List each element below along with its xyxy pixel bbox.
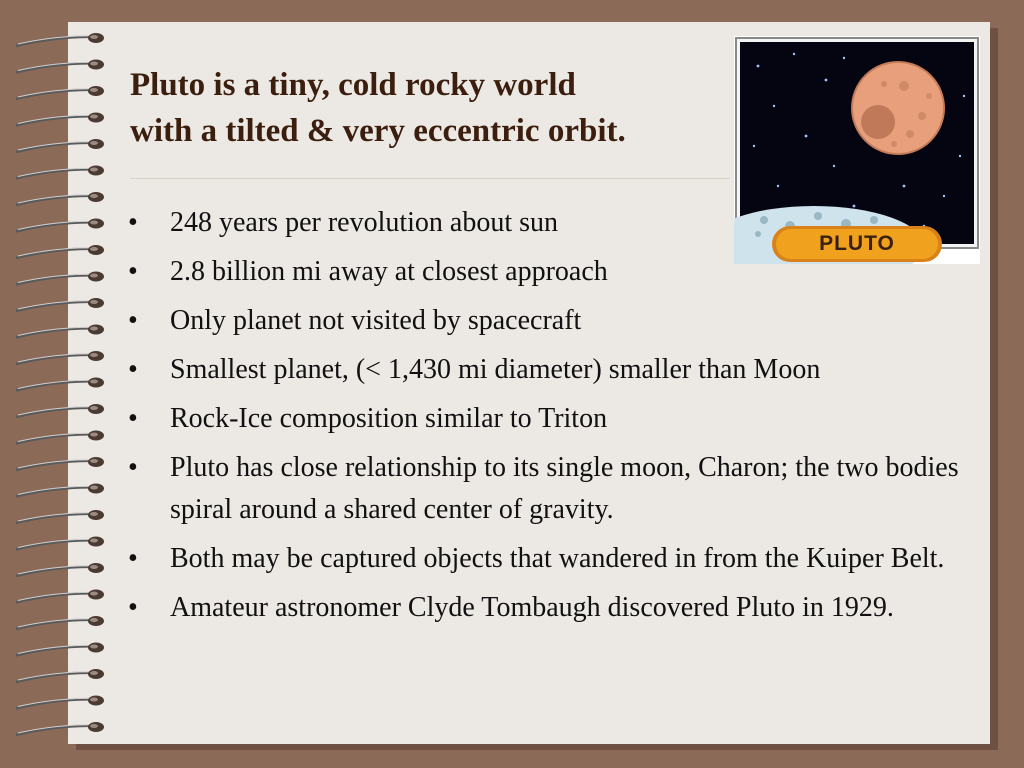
spiral-ring [16, 219, 104, 232]
spiral-ring [16, 563, 104, 576]
spiral-ring [16, 696, 104, 709]
pluto-planet-icon [734, 36, 980, 264]
spiral-ring [16, 86, 104, 99]
spiral-ring [16, 113, 104, 126]
spiral-ring [16, 457, 104, 470]
bullet-item: • Only planet not visited by spacecraft [128, 300, 978, 342]
page-title [130, 62, 730, 154]
pluto-label: PLUTO [819, 232, 895, 255]
bullet-item: • Rock-Ice composition similar to Triton [128, 398, 978, 440]
bullet-item: • Pluto has close relationship to its single moon, Charon; the two bodies spiral around a shared center of gravity. [128, 447, 978, 531]
spiral-ring [16, 139, 104, 152]
spiral-ring [16, 722, 104, 735]
spiral-ring [16, 192, 104, 205]
title-line-1: Pluto is a tiny, cold rocky world [130, 67, 576, 103]
bullet-item: • Smallest planet, (< 1,430 mi diameter) smaller than Moon [128, 349, 978, 391]
bullet-item: • Amateur astronomer Clyde Tombaugh discovered Pluto in 1929. [128, 587, 978, 629]
spiral-ring [16, 590, 104, 603]
bullet-item: • 248 years per revolution about sun [128, 202, 978, 244]
spiral-ring [16, 378, 104, 391]
bullet-item: • 2.8 billion mi away at closest approach [128, 251, 978, 293]
spiral-ring [16, 537, 104, 550]
spiral-ring [16, 643, 104, 656]
spiral-binding [0, 0, 130, 768]
spiral-ring [16, 431, 104, 444]
spiral-ring [16, 298, 104, 311]
spiral-ring [16, 325, 104, 338]
spiral-ring [16, 272, 104, 285]
spiral-ring [16, 351, 104, 364]
title-divider [130, 178, 730, 179]
spiral-ring [16, 669, 104, 682]
spiral-ring [16, 33, 104, 46]
bullet-item: • Both may be captured objects that wandered in from the Kuiper Belt. [128, 538, 978, 580]
spiral-ring [16, 484, 104, 497]
spiral-ring [16, 245, 104, 258]
bullet-list [128, 202, 978, 636]
spiral-ring [16, 60, 104, 73]
spiral-ring [16, 166, 104, 179]
spiral-ring [16, 404, 104, 417]
spiral-ring [16, 510, 104, 523]
spiral-ring [16, 616, 104, 629]
title-line-2: with a tilted & very eccentric orbit. [130, 113, 626, 149]
